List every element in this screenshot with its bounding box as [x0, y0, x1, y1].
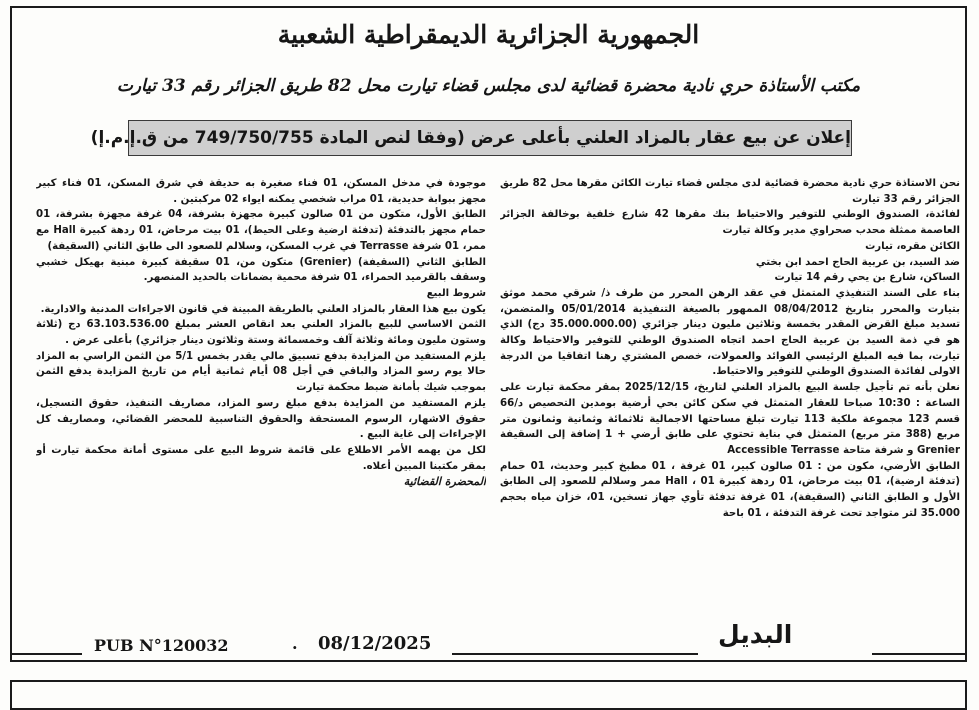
right-column [500, 176, 960, 608]
publication-number: PUB N°120032 [94, 636, 229, 655]
section-heading: شروط البيع [426, 287, 486, 299]
footer-rule [10, 653, 82, 655]
republic-title: الجمهورية الجزائرية الديمقراطية الشعبية [277, 20, 700, 49]
newspaper-name: البديل [718, 620, 793, 649]
paragraph: لفائدة، الصندوق الوطني للتوفير والاحتياط بنك مقرها 42 شارع خلفية بوخالفة الجزائر العاصمة ممثلة محدب صحراوي مدير وكالة تيارت [500, 209, 960, 237]
paragraph: موجودة في مدخل المسكن، 01 فناء صغيرة به حديقة في شرق المسكن، 01 فناء كبير مجهز ببوابة حديدية، 01 مراب شخصي يمكنه ايواء 02 مركبتين . [36, 178, 486, 205]
notice-banner: إعلان عن بيع عقار بالمزاد العلني بأعلى عرض (وفقا لنص المادة 749/750/755 من ق.إ.م.إ) [128, 120, 852, 156]
publication-date: 08/12/2025 [318, 633, 432, 654]
signature: المحضرة القضائية [403, 475, 486, 489]
paragraph: الطابق الثاني (السقيفة) (Grenier) متكون من، 01 سقيفة كبيرة مبنية بهيكل خشبي وسقف بالقرميد الحمراء، 01 شرفة محمية بضمانات بالحديد المنصهر. [36, 256, 486, 284]
paragraph: نعلن بأنه تم تأجيل جلسة البيع بالمزاد العلني لتاريخ، 2025/12/15 بمقر محكمة تيارت على الساعة : 10:30 صباحا للعقار المتمثل في سكن كائن بحي أرضية بومدين التحصيص د/66 قسم 123 مجموعة ملكية 113 تيارت تبلغ مساحتها الاجمالية ثلاثمائة وثمانية وثمانون متر مربع (388 متر مربع) المتمثل في بناية تحتوي على طابق أرضي + 1 إضافة إلى السقيفة Grenier و شرفة متاحة Accessible Terrasse [500, 382, 960, 456]
paragraph: بناء على السند التنفيذي المتمثل في عقد الرهن المحرر من طرف ذ/ شرقي محمد موثق بتيارت والمحرر بتاريخ 08/04/2012 الممهور بالصيغة التنفيذية 05/01/2014 والمتضمن، تسديد مبلغ القرض المقدر بخمسة وثلاثين مليون دينار جزائري (35.000.000.00 دج) الذي هو في ذمة السيد بن عربية الحاج احمد اتجاه الصندوق الوطني للتوفير والاحتياط وكالة تيارت، بما فيه المبلغ الرئيسي الفوائد والعمولات، خصص المشتري رهنا اتفاقيا من الدرجة الاولى لفائدة الصندوق الوطني للتوفير والاحتياط. [500, 287, 960, 378]
paragraph: يلزم المستفيد من المزايدة بدفع تسبيق مالي يقدر بخمس 5/1 من الثمن الراسي به المزاد حالا يوم رسو المزاد والباقي في أجل 08 أيام ثمانية أيام من تاريخ المزايدة يدفع الثمن بموجب شيك بأمانة ضبط محكمة تيارت [36, 350, 486, 394]
paragraph: نحن الاستاذة حري نادية محضرة قضائية لدى مجلس قضاء تيارت الكائن مقرها محل 82 طريق الجزائر رقم 33 تيارت [500, 178, 960, 205]
paragraph: الساكن، شارع بن يحي رقم 14 تيارت [774, 272, 960, 284]
paragraph: الثمن الاساسي للبيع بالمزاد العلني بعد انقاص العشر بمبلغ 63.103.536.00 دج (ثلاثة وستون مليون ومائة وثلاثة آلف وخمسمائة وستة وثلاثون دينار جزائري) بأعلى عرض . [36, 319, 486, 347]
paragraph: الطابق الأرضي، مكون من : 01 صالون كبير، 01 غرفة ، 01 مطبخ كبير وحديث، 01 حمام (تدفئة ارضية)، 01 بيت مرحاض، 01 ردهة كبيرة Hall ، 01 ممر وسلالم للصعود إلى الطابق الأول و الطابق الثاني (السقيفة)، 01 غرفة تدفئة تأوي جهاز تسخين، 01، خزان مياه بحجم 35.000 لتر متواجد تحت غرفة التدفئة ، 01 باحة [500, 460, 960, 519]
footer-rule [452, 653, 698, 655]
separator-dot: . [292, 634, 298, 653]
notice-frame [10, 6, 967, 662]
paragraph: الكائن مقره، تيارت [865, 240, 960, 252]
left-column [36, 176, 486, 601]
next-notice-box [10, 680, 967, 710]
paragraph: ضد السيد، بن عربية الحاج احمد ابن بختي [755, 256, 960, 268]
paragraph: يكون بيع هذا العقار بالمزاد العلني بالطريقة المبينة في قانون الاجراءات المدنية والادارية. [40, 303, 486, 315]
paragraph: يلزم المستفيد من المزايدة بدفع مبلغ رسو المزاد، مصاريف التنفيذ، حقوق التسجيل، حقوق الاشهار، الرسوم المستحقة والحقوق التناسبية للمحضر القضائي، ومصاريف كل الإجراءات إلى غاية البيع . [36, 397, 486, 441]
footer-rule [872, 653, 967, 655]
paragraph: الطابق الأول، متكون من 01 صالون كبيرة مجهزة بشرفة، 04 غرفة مجهزة بشرفة، 01 حمام مجهز بالتدفئة (تدفئة ارضية وعلى الحيط)، 01 بيت مرحاض، 01 ردهة كبيرة Hall مع ممر، 01 شرفة Terrasse في غرب المسكن، وسلالم للصعود الى طابق الثاني (السقيفة) [36, 209, 486, 252]
paragraph: لكل من يهمه الأمر الاطلاع على قائمة شروط البيع على مستوى أمانة محكمة تيارت أو بمقر مكتبنا المبين أعلاه. [36, 444, 486, 472]
office-line: مكتب الأستاذة حري نادية محضرة قضائية لدى مجلس قضاء تيارت محل 82 طريق الجزائر رقم 33 تيارت [116, 76, 861, 96]
